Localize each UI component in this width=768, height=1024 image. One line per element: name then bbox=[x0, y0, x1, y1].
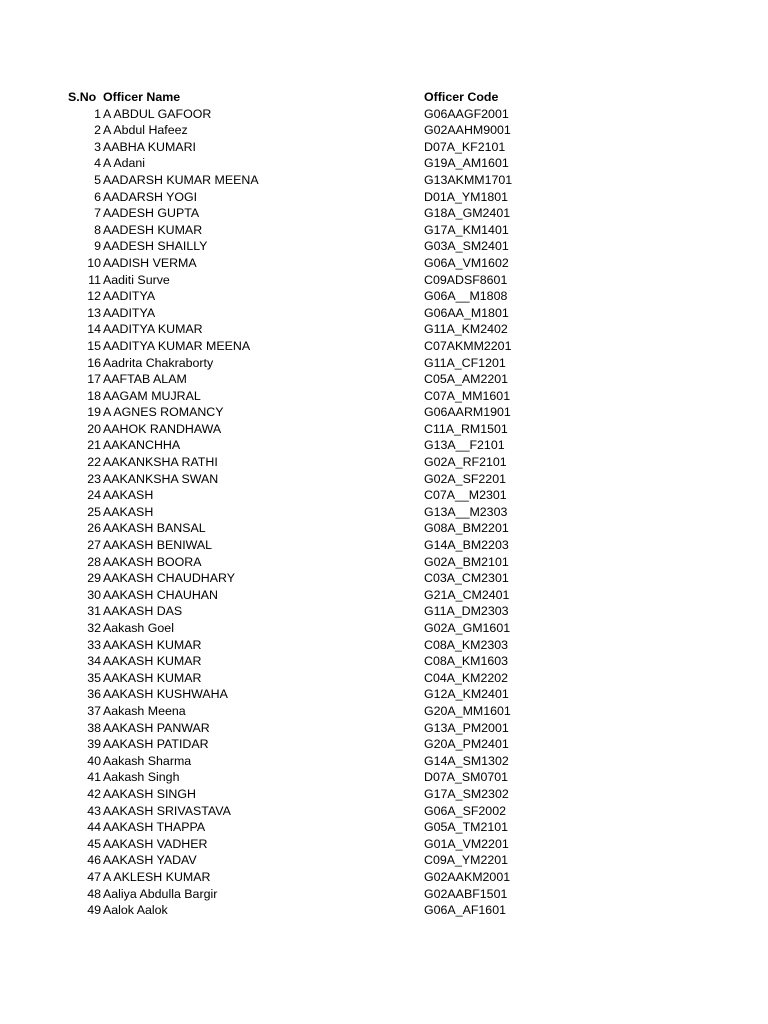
header-row bbox=[0, 89, 768, 106]
officer-code: G02A_BM2101 bbox=[424, 554, 509, 569]
officer-code: G21A_CM2401 bbox=[424, 587, 510, 602]
serial-number: 4 bbox=[94, 156, 101, 171]
serial-number: 37 bbox=[87, 703, 101, 718]
officer-name: AADITYA bbox=[103, 289, 156, 304]
table-row bbox=[0, 637, 768, 654]
table-row bbox=[0, 554, 768, 571]
officer-name: AAKASH CHAUHAN bbox=[103, 587, 218, 602]
serial-number: 9 bbox=[94, 239, 101, 254]
officer-name: AAKASH PATIDAR bbox=[103, 737, 209, 752]
table-row bbox=[0, 803, 768, 820]
serial-number: 34 bbox=[87, 654, 101, 669]
table-row bbox=[0, 338, 768, 355]
serial-number: 40 bbox=[87, 753, 101, 768]
officer-code: G02A_RF2101 bbox=[424, 455, 507, 470]
officer-name: Aadrita Chakraborty bbox=[103, 355, 214, 370]
table-row bbox=[0, 404, 768, 421]
officer-code: G12A_KM2401 bbox=[424, 687, 509, 702]
officer-name: A Abdul Hafeez bbox=[103, 123, 188, 138]
table-row bbox=[0, 886, 768, 903]
officer-code: G05A_TM2101 bbox=[424, 820, 509, 835]
table-row bbox=[0, 753, 768, 770]
officer-code: G02AAKM2001 bbox=[424, 869, 511, 884]
table-row bbox=[0, 371, 768, 388]
officer-name: AAKANKSHA RATHI bbox=[103, 455, 218, 470]
table-row bbox=[0, 653, 768, 670]
officer-code: G17A_KM1401 bbox=[424, 222, 509, 237]
officer-code: G11A_CF1201 bbox=[424, 355, 506, 370]
officer-code: G06AARM1901 bbox=[424, 405, 511, 420]
table-row bbox=[0, 537, 768, 554]
officer-code: C07A__M2301 bbox=[424, 488, 507, 503]
officer-name: AAKANKSHA SWAN bbox=[103, 471, 219, 486]
officer-name: AAKASH KUSHWAHA bbox=[103, 687, 228, 702]
table-row bbox=[0, 819, 768, 836]
officer-name: AAKASH PANWAR bbox=[103, 720, 210, 735]
officer-code: G02AAHM9001 bbox=[424, 123, 511, 138]
officer-code: G01A_VM2201 bbox=[424, 836, 509, 851]
serial-number: 44 bbox=[87, 820, 101, 835]
table-row bbox=[0, 437, 768, 454]
officer-code: G19A_AM1601 bbox=[424, 156, 509, 171]
officer-code: G02AABF1501 bbox=[424, 886, 508, 901]
table-row bbox=[0, 587, 768, 604]
officer-code: G02A_GM1601 bbox=[424, 621, 511, 635]
serial-number: 25 bbox=[87, 504, 101, 519]
serial-number: 26 bbox=[87, 521, 101, 536]
table-row bbox=[0, 388, 768, 405]
officer-name: AABHA KUMARI bbox=[103, 139, 196, 154]
table-row bbox=[0, 769, 768, 786]
serial-number: 10 bbox=[87, 255, 101, 270]
table-row bbox=[0, 852, 768, 869]
table-row bbox=[0, 703, 768, 720]
table-row bbox=[0, 786, 768, 803]
officer-code: C07A_MM1601 bbox=[424, 388, 511, 403]
officer-name: AADESH KUMAR bbox=[103, 222, 203, 237]
table-row bbox=[0, 355, 768, 372]
serial-number: 30 bbox=[87, 587, 101, 602]
officer-name: AADISH VERMA bbox=[103, 255, 197, 270]
officer-name: A AGNES ROMANCY bbox=[103, 405, 224, 420]
table-row bbox=[0, 670, 768, 687]
officer-name: Aakash Sharma bbox=[103, 753, 192, 768]
serial-number: 27 bbox=[87, 538, 101, 553]
serial-number: 16 bbox=[87, 355, 101, 370]
officer-name: AAGAM MUJRAL bbox=[103, 388, 201, 403]
serial-number: 13 bbox=[87, 305, 101, 320]
serial-number: 6 bbox=[94, 189, 101, 204]
serial-number: 38 bbox=[87, 720, 101, 735]
officer-name: Aakash Singh bbox=[103, 770, 180, 785]
serial-number: 18 bbox=[87, 388, 101, 403]
officer-code: G13A__F2101 bbox=[424, 438, 505, 453]
serial-number: 23 bbox=[87, 471, 101, 486]
serial-number: 22 bbox=[87, 455, 101, 470]
serial-number: 3 bbox=[94, 139, 101, 154]
table-row bbox=[0, 238, 768, 255]
officer-code: G18A_GM2401 bbox=[424, 206, 511, 221]
serial-number: 42 bbox=[87, 786, 101, 801]
serial-number: 33 bbox=[87, 637, 101, 652]
officer-code: C09A_YM2201 bbox=[424, 853, 509, 868]
table-row bbox=[0, 686, 768, 703]
officer-code: G11A_DM2303 bbox=[424, 604, 509, 619]
table-row bbox=[0, 139, 768, 156]
serial-number: 49 bbox=[87, 903, 101, 918]
officer-code: G13AKMM1701 bbox=[424, 172, 513, 187]
serial-number: 19 bbox=[87, 405, 101, 420]
officer-code: G06A_AF1601 bbox=[424, 903, 506, 918]
officer-name: AAKASH DAS bbox=[103, 604, 183, 619]
serial-number: 43 bbox=[87, 803, 101, 818]
table-row bbox=[0, 222, 768, 239]
table-row bbox=[0, 155, 768, 172]
officer-name: AAKASH CHAUDHARY bbox=[103, 571, 235, 586]
table-row bbox=[0, 421, 768, 438]
serial-number: 12 bbox=[87, 289, 101, 304]
sno-header: S.No bbox=[68, 90, 97, 104]
officer-name: A AKLESH KUMAR bbox=[103, 869, 211, 884]
table-row bbox=[0, 720, 768, 737]
serial-number: 14 bbox=[87, 322, 101, 337]
officer-name-header: Officer Name bbox=[103, 90, 181, 104]
serial-number: 47 bbox=[87, 869, 101, 884]
serial-number: 2 bbox=[94, 123, 101, 138]
officer-rows bbox=[0, 106, 768, 919]
officer-code: C08A_KM1603 bbox=[424, 654, 509, 669]
serial-number: 11 bbox=[88, 272, 101, 287]
officer-code: G02A_SF2201 bbox=[424, 471, 506, 486]
table-row bbox=[0, 454, 768, 471]
officer-code: G20A_PM2401 bbox=[424, 737, 509, 752]
serial-number: 45 bbox=[87, 836, 101, 851]
officer-name: AADITYA KUMAR bbox=[103, 322, 203, 337]
serial-number: 35 bbox=[87, 670, 101, 685]
table-row bbox=[0, 205, 768, 222]
officer-name: Aalok Aalok bbox=[103, 903, 168, 918]
officer-name: AAKASH BENIWAL bbox=[103, 538, 213, 553]
officer-name: AAKASH KUMAR bbox=[103, 670, 202, 685]
table-row bbox=[0, 305, 768, 322]
serial-number: 5 bbox=[94, 172, 101, 187]
table-row bbox=[0, 902, 768, 919]
officer-name: AADITYA KUMAR MEENA bbox=[103, 338, 251, 353]
officer-code: C05A_AM2201 bbox=[424, 372, 509, 387]
serial-number: 8 bbox=[94, 222, 101, 237]
officer-name: AAKASH VADHER bbox=[103, 836, 208, 851]
officer-name: AADESH SHAILLY bbox=[103, 239, 208, 254]
table-row bbox=[0, 106, 768, 123]
officer-name: AAKASH bbox=[103, 488, 154, 503]
officer-name: AAKASH KUMAR bbox=[103, 637, 202, 652]
officer-code: G06A__M1808 bbox=[424, 289, 508, 304]
officer-name: AADITYA bbox=[103, 305, 156, 320]
table-row bbox=[0, 288, 768, 305]
officer-name: A ABDUL GAFOOR bbox=[103, 106, 212, 121]
table-row bbox=[0, 836, 768, 853]
officer-code: C04A_KM2202 bbox=[424, 670, 509, 685]
officer-name: Aaditi Surve bbox=[103, 272, 170, 287]
officer-code: D07A_KF2101 bbox=[424, 139, 506, 154]
serial-number: 24 bbox=[87, 488, 101, 503]
table-row bbox=[0, 471, 768, 488]
officer-code: G14A_BM2203 bbox=[424, 538, 509, 553]
officer-code-header: Officer Code bbox=[424, 90, 499, 104]
table-row bbox=[0, 321, 768, 338]
serial-number: 17 bbox=[87, 372, 101, 387]
serial-number: 48 bbox=[87, 886, 101, 901]
table-row bbox=[0, 620, 768, 637]
serial-number: 1 bbox=[94, 106, 101, 121]
serial-number: 21 bbox=[87, 438, 101, 453]
serial-number: 15 bbox=[87, 338, 101, 353]
officer-name: AAKASH BOORA bbox=[103, 554, 202, 569]
officer-name: AAKASH SINGH bbox=[103, 786, 196, 801]
officer-code: G06A_SF2002 bbox=[424, 803, 506, 818]
officer-name: AAKASH YADAV bbox=[103, 853, 197, 868]
serial-number: 36 bbox=[87, 687, 101, 702]
serial-number: 7 bbox=[94, 206, 101, 221]
serial-number: 29 bbox=[87, 571, 101, 586]
serial-number: 20 bbox=[87, 421, 101, 436]
officer-code: D01A_YM1801 bbox=[424, 189, 509, 204]
officer-name: AAKASH THAPPA bbox=[103, 820, 206, 835]
table-row bbox=[0, 504, 768, 521]
serial-number: 31 bbox=[87, 604, 101, 619]
officer-code: G08A_BM2201 bbox=[424, 521, 509, 536]
table-row bbox=[0, 272, 768, 289]
officer-name: AAKASH SRIVASTAVA bbox=[103, 803, 231, 818]
table-row bbox=[0, 172, 768, 189]
officer-code: G13A_PM2001 bbox=[424, 720, 509, 735]
officer-name: AADARSH YOGI bbox=[103, 189, 198, 204]
serial-number: 41 bbox=[87, 770, 101, 785]
officer-name: AAKANCHHA bbox=[103, 438, 181, 453]
officer-list bbox=[0, 89, 768, 919]
officer-name: AAFTAB ALAM bbox=[103, 372, 187, 387]
officer-code: C07AKMM2201 bbox=[424, 338, 512, 353]
table-row bbox=[0, 736, 768, 753]
officer-code: G06A_VM1602 bbox=[424, 255, 509, 270]
officer-code: G06AA_M1801 bbox=[424, 305, 509, 320]
officer-code: G03A_SM2401 bbox=[424, 239, 509, 254]
officer-name: AAHOK RANDHAWA bbox=[103, 421, 222, 436]
table-row bbox=[0, 487, 768, 504]
serial-number: 32 bbox=[87, 621, 101, 635]
officer-name: Aakash Meena bbox=[103, 703, 186, 718]
table-row bbox=[0, 189, 768, 206]
serial-number: 28 bbox=[87, 554, 101, 569]
officer-code: G20A_MM1601 bbox=[424, 703, 511, 718]
officer-code: C11A_RM1501 bbox=[424, 421, 508, 436]
table-row bbox=[0, 122, 768, 139]
officer-code: C03A_CM2301 bbox=[424, 571, 509, 586]
officer-code: G11A_KM2402 bbox=[424, 322, 508, 337]
officer-code: C08A_KM2303 bbox=[424, 637, 509, 652]
officer-code: G06AAGF2001 bbox=[424, 106, 509, 121]
officer-name: A Adani bbox=[103, 156, 146, 171]
serial-number: 39 bbox=[87, 737, 101, 752]
officer-name: AAKASH bbox=[103, 504, 154, 519]
officer-name: Aaliya Abdulla Bargir bbox=[103, 886, 218, 901]
officer-name: AADESH GUPTA bbox=[103, 206, 200, 221]
table-row bbox=[0, 603, 768, 620]
officer-code: D07A_SM0701 bbox=[424, 770, 509, 785]
officer-name: AAKASH BANSAL bbox=[103, 521, 206, 536]
officer-code: C09ADSF8601 bbox=[424, 272, 508, 287]
officer-name: Aakash Goel bbox=[103, 621, 174, 635]
officer-code: G17A_SM2302 bbox=[424, 786, 509, 801]
officer-code: G13A__M2303 bbox=[424, 504, 508, 519]
table-row bbox=[0, 520, 768, 537]
serial-number: 46 bbox=[87, 853, 101, 868]
table-row bbox=[0, 869, 768, 886]
officer-code: G14A_SM1302 bbox=[424, 753, 509, 768]
table-row bbox=[0, 570, 768, 587]
officer-name: AAKASH KUMAR bbox=[103, 654, 202, 669]
officer-name: AADARSH KUMAR MEENA bbox=[103, 172, 259, 187]
table-row bbox=[0, 255, 768, 272]
